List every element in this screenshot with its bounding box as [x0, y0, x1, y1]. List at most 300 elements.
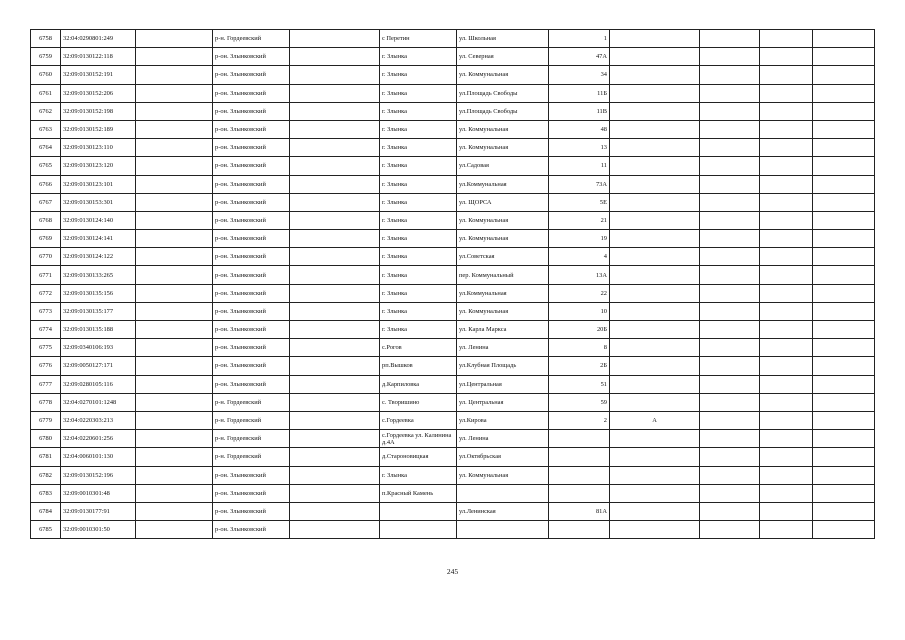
cell-cadastral-number: 32:04:0220601:256 — [61, 430, 136, 448]
cell-empty — [136, 139, 213, 157]
cell-extra — [610, 448, 700, 466]
cell-locality: г. Злынка — [380, 139, 457, 157]
cell-locality — [380, 521, 457, 539]
cell-empty — [290, 448, 380, 466]
cell-empty — [136, 48, 213, 66]
table-row — [31, 284, 875, 302]
cell-cadastral-number: 32:09:0130123:101 — [61, 175, 136, 193]
table-row — [31, 484, 875, 502]
cell-district: р-он. Злынковский — [213, 339, 290, 357]
cell-house-number — [549, 466, 610, 484]
cell-empty — [290, 157, 380, 175]
cell-extra — [610, 230, 700, 248]
cell-street: ул. Ленина — [457, 339, 549, 357]
cell-street: ул. ЩОРСА — [457, 193, 549, 211]
cell-street: ул. Ленина — [457, 430, 549, 448]
cell-district: р-он. Злынковский — [213, 139, 290, 157]
cell-extra — [610, 466, 700, 484]
table-row — [31, 375, 875, 393]
cell-empty — [700, 521, 760, 539]
cell-empty — [760, 466, 813, 484]
cell-empty — [290, 248, 380, 266]
cell-row-number: 6776 — [31, 357, 61, 375]
cell-house-number: 20Б — [549, 321, 610, 339]
cell-empty — [813, 484, 875, 502]
cell-street: ул. Коммунальная — [457, 230, 549, 248]
cell-house-number — [549, 430, 610, 448]
cell-empty — [813, 502, 875, 520]
table-row — [31, 139, 875, 157]
cell-empty — [290, 502, 380, 520]
cell-empty — [700, 193, 760, 211]
cell-empty — [136, 175, 213, 193]
cell-street: ул. Карла Маркса — [457, 321, 549, 339]
cell-row-number: 6779 — [31, 411, 61, 429]
cell-row-number: 6773 — [31, 302, 61, 320]
cell-cadastral-number: 32:09:0010301:50 — [61, 521, 136, 539]
cell-locality: с.Гордеевка — [380, 411, 457, 429]
cell-district: р-он. Злынковский — [213, 502, 290, 520]
cell-empty — [700, 266, 760, 284]
cell-extra — [610, 175, 700, 193]
cell-empty — [290, 84, 380, 102]
cell-empty — [760, 502, 813, 520]
cell-empty — [290, 284, 380, 302]
cell-empty — [813, 448, 875, 466]
cell-district: р-он. Злынковский — [213, 375, 290, 393]
cell-locality: г. Злынка — [380, 84, 457, 102]
cell-empty — [136, 284, 213, 302]
cell-row-number: 6768 — [31, 211, 61, 229]
cell-extra — [610, 321, 700, 339]
cell-empty — [290, 120, 380, 138]
cell-cadastral-number: 32:09:0130135:156 — [61, 284, 136, 302]
cell-empty — [760, 284, 813, 302]
cell-empty — [136, 393, 213, 411]
cell-empty — [813, 466, 875, 484]
cell-row-number: 6763 — [31, 120, 61, 138]
cell-cadastral-number: 32:09:0130124:122 — [61, 248, 136, 266]
cell-empty — [813, 521, 875, 539]
cell-empty — [813, 175, 875, 193]
cell-empty — [136, 266, 213, 284]
cell-cadastral-number: 32:04:0290801:249 — [61, 30, 136, 48]
cell-row-number: 6775 — [31, 339, 61, 357]
cell-empty — [290, 375, 380, 393]
cell-district: р-он. Злынковский — [213, 211, 290, 229]
cell-empty — [813, 321, 875, 339]
cell-district: р-он. Злынковский — [213, 284, 290, 302]
cell-district: р-н. Гордеевский — [213, 430, 290, 448]
cell-empty — [136, 230, 213, 248]
cell-cadastral-number: 32:09:0340106:193 — [61, 339, 136, 357]
cell-empty — [700, 430, 760, 448]
cell-district: р-он. Злынковский — [213, 302, 290, 320]
cell-row-number: 6767 — [31, 193, 61, 211]
table-row — [31, 66, 875, 84]
cell-row-number: 6760 — [31, 66, 61, 84]
cell-empty — [813, 339, 875, 357]
cell-row-number: 6765 — [31, 157, 61, 175]
cell-empty — [813, 157, 875, 175]
cell-empty — [290, 339, 380, 357]
cell-empty — [700, 393, 760, 411]
cell-extra — [610, 375, 700, 393]
cell-empty — [290, 193, 380, 211]
cell-cadastral-number: 32:09:0130123:110 — [61, 139, 136, 157]
cell-house-number: 59 — [549, 393, 610, 411]
cell-extra — [610, 48, 700, 66]
cell-locality: д.Карпиловка — [380, 375, 457, 393]
cell-cadastral-number: 32:09:0130152:196 — [61, 466, 136, 484]
cell-empty — [813, 266, 875, 284]
cell-extra — [610, 302, 700, 320]
table-row — [31, 502, 875, 520]
table-row — [31, 120, 875, 138]
cell-extra — [610, 266, 700, 284]
cell-empty — [760, 230, 813, 248]
cell-extra — [610, 357, 700, 375]
cell-empty — [700, 30, 760, 48]
cell-empty — [290, 430, 380, 448]
table-row — [31, 248, 875, 266]
cell-street: ул. Коммунальная — [457, 466, 549, 484]
cell-locality: г. Злынка — [380, 248, 457, 266]
cell-empty — [136, 411, 213, 429]
cell-house-number: 19 — [549, 230, 610, 248]
cell-empty — [760, 302, 813, 320]
cell-street: ул.Клубная Площадь — [457, 357, 549, 375]
cell-empty — [760, 211, 813, 229]
cell-house-number: 73А — [549, 175, 610, 193]
cell-empty — [290, 48, 380, 66]
cell-house-number: 10 — [549, 302, 610, 320]
cell-district: р-он. Злынковский — [213, 248, 290, 266]
cell-street — [457, 484, 549, 502]
cell-empty — [290, 102, 380, 120]
cell-district: р-н. Гордеевский — [213, 411, 290, 429]
cell-empty — [700, 84, 760, 102]
cell-house-number — [549, 484, 610, 502]
cell-extra — [610, 248, 700, 266]
cell-extra — [610, 211, 700, 229]
cell-empty — [760, 193, 813, 211]
cell-cadastral-number: 32:09:0130152:189 — [61, 120, 136, 138]
table-row — [31, 30, 875, 48]
cell-empty — [760, 339, 813, 357]
cell-empty — [136, 466, 213, 484]
cell-extra — [610, 139, 700, 157]
cell-cadastral-number: 32:09:0130153:301 — [61, 193, 136, 211]
cell-locality: г. Злынка — [380, 321, 457, 339]
cell-cadastral-number: 32:04:0220303:213 — [61, 411, 136, 429]
cell-empty — [813, 375, 875, 393]
table-row — [31, 230, 875, 248]
cell-row-number: 6778 — [31, 393, 61, 411]
cell-empty — [700, 66, 760, 84]
cell-empty — [760, 484, 813, 502]
cell-empty — [290, 357, 380, 375]
cell-house-number: 2Б — [549, 357, 610, 375]
table-body — [31, 30, 875, 539]
cell-extra — [610, 66, 700, 84]
table-row — [31, 321, 875, 339]
cell-empty — [136, 430, 213, 448]
cell-district: р-н. Гордеевский — [213, 448, 290, 466]
cell-locality: г. Злынка — [380, 266, 457, 284]
cell-cadastral-number: 32:09:0280105:116 — [61, 375, 136, 393]
cell-house-number: 2 — [549, 411, 610, 429]
cell-street: ул. Коммунальная — [457, 120, 549, 138]
table-row — [31, 393, 875, 411]
cell-empty — [136, 30, 213, 48]
cell-street: ул.Коммунальная — [457, 175, 549, 193]
table-row — [31, 411, 875, 429]
cell-extra: А — [610, 411, 700, 429]
cell-row-number: 6762 — [31, 102, 61, 120]
cell-empty — [136, 502, 213, 520]
cell-locality: д.Староновицкая — [380, 448, 457, 466]
cell-empty — [760, 48, 813, 66]
cell-cadastral-number: 32:09:0050127:171 — [61, 357, 136, 375]
cell-extra — [610, 430, 700, 448]
cell-house-number — [549, 448, 610, 466]
cell-empty — [760, 175, 813, 193]
cell-street — [457, 521, 549, 539]
cell-house-number: 13А — [549, 266, 610, 284]
cell-empty — [760, 84, 813, 102]
cell-empty — [136, 157, 213, 175]
cell-empty — [136, 521, 213, 539]
cell-empty — [813, 357, 875, 375]
cell-empty — [290, 302, 380, 320]
cell-street: ул. Северная — [457, 48, 549, 66]
cell-empty — [813, 193, 875, 211]
cell-street: ул.Ленинская — [457, 502, 549, 520]
cell-empty — [813, 230, 875, 248]
cell-cadastral-number: 32:09:0130177:91 — [61, 502, 136, 520]
cell-street: ул.Площадь Свободы — [457, 102, 549, 120]
cell-empty — [136, 66, 213, 84]
cell-empty — [700, 248, 760, 266]
cell-empty — [290, 321, 380, 339]
cell-street: пер. Коммунальный — [457, 266, 549, 284]
table-row — [31, 193, 875, 211]
cell-empty — [290, 411, 380, 429]
cell-row-number: 6777 — [31, 375, 61, 393]
cell-street: ул.Центральная — [457, 375, 549, 393]
cell-empty — [813, 248, 875, 266]
cell-district: р-н. Гордеевский — [213, 30, 290, 48]
cell-street: ул.Советская — [457, 248, 549, 266]
cell-house-number: 81А — [549, 502, 610, 520]
cell-empty — [700, 284, 760, 302]
cell-extra — [610, 157, 700, 175]
cell-house-number: 48 — [549, 120, 610, 138]
cell-empty — [760, 248, 813, 266]
cell-locality: г. Злынка — [380, 466, 457, 484]
cell-empty — [700, 448, 760, 466]
cell-street: ул. Коммунальная — [457, 66, 549, 84]
cell-empty — [760, 393, 813, 411]
cell-locality: г. Злынка — [380, 211, 457, 229]
cell-house-number: 51 — [549, 375, 610, 393]
cell-cadastral-number: 32:09:0130135:188 — [61, 321, 136, 339]
cell-locality: с Перетин — [380, 30, 457, 48]
cell-street: ул. Коммунальная — [457, 302, 549, 320]
cell-cadastral-number: 32:09:0130122:118 — [61, 48, 136, 66]
cell-street: ул. Коммунальная — [457, 211, 549, 229]
cell-empty — [290, 175, 380, 193]
cell-district: р-он. Злынковский — [213, 230, 290, 248]
cell-extra — [610, 284, 700, 302]
cell-extra — [610, 502, 700, 520]
table-row — [31, 448, 875, 466]
cell-empty — [136, 193, 213, 211]
cell-empty — [700, 211, 760, 229]
cell-empty — [813, 30, 875, 48]
cell-empty — [700, 120, 760, 138]
cell-street: ул.Кирова — [457, 411, 549, 429]
cell-locality: с. Творишино — [380, 393, 457, 411]
cell-row-number: 6785 — [31, 521, 61, 539]
cell-empty — [813, 84, 875, 102]
cell-cadastral-number: 32:04:0270101:1248 — [61, 393, 136, 411]
cell-row-number: 6774 — [31, 321, 61, 339]
cell-street: ул.Коммунальная — [457, 284, 549, 302]
table-row — [31, 339, 875, 357]
cell-empty — [700, 175, 760, 193]
cell-extra — [610, 30, 700, 48]
cell-house-number: 11 — [549, 157, 610, 175]
cell-district: р-он. Злынковский — [213, 48, 290, 66]
cell-street: ул. Коммунальная — [457, 139, 549, 157]
cell-empty — [760, 375, 813, 393]
cell-house-number: 4 — [549, 248, 610, 266]
cell-empty — [700, 502, 760, 520]
cell-district: р-он. Злынковский — [213, 466, 290, 484]
cell-locality: г. Злынка — [380, 230, 457, 248]
cell-district: р-он. Злынковский — [213, 120, 290, 138]
cell-empty — [290, 484, 380, 502]
cell-row-number: 6784 — [31, 502, 61, 520]
cell-empty — [760, 430, 813, 448]
cell-empty — [813, 393, 875, 411]
cell-empty — [136, 339, 213, 357]
cell-cadastral-number: 32:09:0130123:120 — [61, 157, 136, 175]
cell-district: р-он. Злынковский — [213, 484, 290, 502]
cell-empty — [136, 357, 213, 375]
cell-district: р-он. Злынковский — [213, 521, 290, 539]
table-row — [31, 211, 875, 229]
cell-row-number: 6770 — [31, 248, 61, 266]
cell-empty — [136, 321, 213, 339]
cell-empty — [760, 157, 813, 175]
cell-empty — [813, 302, 875, 320]
cell-extra — [610, 521, 700, 539]
cell-empty — [700, 375, 760, 393]
cell-row-number: 6766 — [31, 175, 61, 193]
cell-row-number: 6759 — [31, 48, 61, 66]
cell-empty — [290, 139, 380, 157]
cell-cadastral-number: 32:09:0130124:140 — [61, 211, 136, 229]
cell-row-number: 6780 — [31, 430, 61, 448]
cell-empty — [760, 521, 813, 539]
cell-district: р-он. Злынковский — [213, 193, 290, 211]
cell-empty — [813, 48, 875, 66]
cell-locality: г. Злынка — [380, 102, 457, 120]
cell-empty — [760, 120, 813, 138]
cell-extra — [610, 102, 700, 120]
cell-empty — [760, 448, 813, 466]
cell-empty — [760, 411, 813, 429]
cell-row-number: 6781 — [31, 448, 61, 466]
cell-cadastral-number: 32:09:0130124:141 — [61, 230, 136, 248]
cell-street: ул.Садовая — [457, 157, 549, 175]
cell-locality: с.Рогов — [380, 339, 457, 357]
cell-district: р-он. Злынковский — [213, 321, 290, 339]
cell-district: р-н. Гордеевский — [213, 393, 290, 411]
cell-empty — [136, 302, 213, 320]
cell-empty — [136, 120, 213, 138]
cell-house-number: 34 — [549, 66, 610, 84]
cell-empty — [700, 102, 760, 120]
cell-locality: с.Гордеевка ул. Калинина д.4А — [380, 430, 457, 448]
cell-empty — [760, 357, 813, 375]
cell-district: р-он. Злынковский — [213, 357, 290, 375]
cell-house-number: 21 — [549, 211, 610, 229]
cell-locality: г. Злынка — [380, 193, 457, 211]
table-row — [31, 302, 875, 320]
cell-cadastral-number: 32:09:0010301:48 — [61, 484, 136, 502]
cell-empty — [290, 466, 380, 484]
table-row — [31, 357, 875, 375]
table-row — [31, 430, 875, 448]
cell-empty — [290, 211, 380, 229]
cell-extra — [610, 393, 700, 411]
cell-house-number: 47А — [549, 48, 610, 66]
cell-house-number: 13 — [549, 139, 610, 157]
cell-empty — [700, 230, 760, 248]
cell-empty — [813, 430, 875, 448]
table-row — [31, 466, 875, 484]
cell-empty — [290, 30, 380, 48]
table-row — [31, 48, 875, 66]
cell-empty — [760, 66, 813, 84]
cell-empty — [760, 102, 813, 120]
cell-empty — [813, 411, 875, 429]
cell-district: р-он. Злынковский — [213, 175, 290, 193]
cell-empty — [813, 66, 875, 84]
cell-extra — [610, 339, 700, 357]
cell-empty — [760, 30, 813, 48]
cell-house-number: 8 — [549, 339, 610, 357]
cell-empty — [700, 484, 760, 502]
cell-cadastral-number: 32:09:0130152:198 — [61, 102, 136, 120]
cell-empty — [136, 448, 213, 466]
cell-empty — [700, 411, 760, 429]
cell-locality: г. Злынка — [380, 284, 457, 302]
table-row — [31, 157, 875, 175]
cell-house-number: 22 — [549, 284, 610, 302]
cell-extra — [610, 484, 700, 502]
cell-empty — [136, 211, 213, 229]
cell-district: р-он. Злынковский — [213, 157, 290, 175]
cell-row-number: 6782 — [31, 466, 61, 484]
cell-empty — [700, 157, 760, 175]
cell-empty — [700, 321, 760, 339]
cell-locality: г. Злынка — [380, 302, 457, 320]
